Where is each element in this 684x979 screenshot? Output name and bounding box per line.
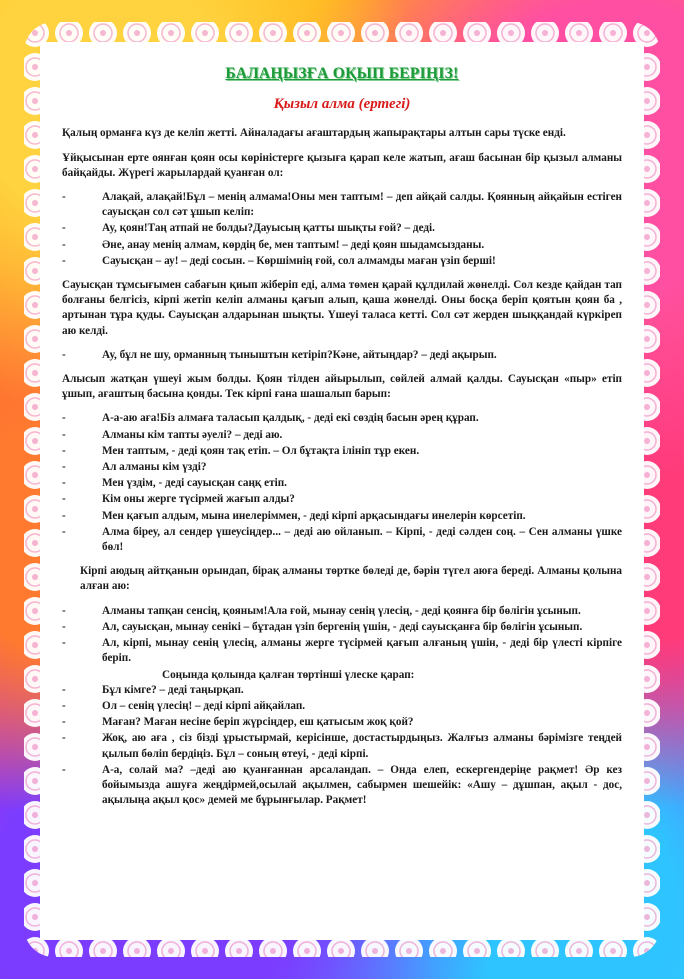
list-item: - Алманы кім тапты әуелі? – деді аю.: [62, 428, 622, 443]
story-subtitle: Қызыл алма (ертегі): [273, 96, 411, 113]
page-title: БАЛАҢЫЗҒА ОҚЫП БЕРІҢІЗ!: [225, 65, 459, 82]
list-item: - Ал алманы кім үзді?: [62, 460, 622, 475]
list-item: - Жоқ, аю аға , сіз бізді ұрыстырмай, керісінше, достастырдыңыз. Жалғыз алманы бәрімізге теңдей қылып бөліп бердіңіз. Бұл – соның өтеуі, - деді кірпі.: [62, 731, 622, 761]
list-item: - Ал, кірпі, мынау сенің үлесің, алманы жерге түсірмей қағып алғаның үшін, - деді бір үлесті кірпіге беріп.: [62, 636, 622, 666]
paragraph-3: Сауысқан тұмсығымен сабағын қиып жіберіп еді, алма төмен қарай құлдилай жөнелді. Сол кезде қайдан тап болғаны белгісіз, кірпі жетіп келіп алманы қағып алып, қаша жөнелді. Оны босқа беріп қоятын қоян ба , артынан тұра қуды. Сауысқан алдарынан шықты. Үшеуі таласа кетті. Сол сәт жерден шыққандай күркіреп аю келді.: [62, 279, 622, 337]
list-item: - Мен таптым, - деді қоян тақ етіп. – Ол бұтақта ілініп тұр екен.: [62, 444, 622, 459]
centered-line: Соңында қолында қалған төртінші үлеске қарап:: [162, 668, 415, 681]
list-item: - Әне, анау менің алмам, көрдің бе, мен таптым! – деді қоян шыдамсызданы.: [62, 238, 622, 253]
paragraph-2: Ұйқысынан ерте оянған қоян осы көріністерге қызыға қарап келе жатып, ағаш басынан бір қызыл алманы байқайды. Жүрегі жарылардай қуанған ол:: [62, 151, 622, 179]
list-item: - Ал, сауысқан, мынау сенікі – бұтадан үзіп бергенің үшін, - деді сауысқанға бір бөлігін ұсынып.: [62, 620, 622, 635]
paragraph-1: Қалың орманға күз де келіп жетті. Айналадағы ағаштардың жапырақтары алтын сары түске енді.: [62, 127, 566, 140]
list-item: - Бұл кімге? – деді таңырқап.: [62, 683, 622, 698]
list-item: - Ол – сенің үлесің! – деді кірпі айқайлап.: [62, 699, 622, 714]
list-item: - Ау, бұл не шу, орманның тыныштын кетіріп?Кәне, айтыңдар? – деді ақырып.: [62, 348, 622, 363]
list-item: - А-а-аю аға!Біз алмаға таласып қалдық, - деді екі сөздің басын әрең құрап.: [62, 411, 622, 426]
list-item: - А-а, солай ма? –деді аю қуанғаннан арсаландап. – Онда елеп, ескергендеріңе рақмет! Әр кез бойымызда ашуға жеңдірмей,осылай ақылмен, сабырмен шешейік: «Ашу – дұшпан, ақыл - дос, ақылыңа ақыл қос» демей ме бұрынғылар. Рақмет!: [62, 763, 622, 809]
list-item: - Мен қағып алдым, мына инелеріммен, - деді кірпі арқасындағы инелерін көрсетіп.: [62, 509, 622, 524]
dialogue-list-3: [62, 411, 622, 555]
story-content: [62, 58, 622, 817]
list-item: - Сауысқан – ау! – деді сосын. – Көршімнің ғой, сол алмамды маған үзіп берші!: [62, 254, 622, 269]
paragraph-5: Кірпі аюдың айтқанын орындап, бірақ алманы төртке бөледі де, бәрін түгел аюға береді. Алманы қолына алған аю:: [80, 565, 622, 593]
dialogue-list-1: [62, 190, 622, 269]
list-item: - Алақай, алақай!Бұл – менің алмама!Оны мен таптым! – деп айқай салды. Қоянның айқайын естіген сауысқан сол сәт ұшып келіп:: [62, 190, 622, 220]
list-item: - Кім оны жерге түсірмей жағып алды?: [62, 492, 622, 507]
dialogue-list-4: [62, 604, 622, 667]
list-item: - Алманы тапқан сенсің, қояным!Ала ғой, мынау сенің үлесің, - деді қоянға бір бөлігін ұсынып.: [62, 604, 622, 619]
dialogue-list-2: [62, 348, 622, 363]
list-item: - Алма біреу, ал сендер үшеусіңдер... – деді аю ойланып. – Кірпі, - деді сәлден соң. – Сен алманы үшке бөл!: [62, 525, 622, 555]
list-item: - Мен үздім, - деді сауысқан саңқ етіп.: [62, 476, 622, 491]
dialogue-list-5: [62, 683, 622, 809]
list-item: - Маған? Маған несіне беріп жүрсіңдер, еш қатысым жоқ қой?: [62, 715, 622, 730]
paragraph-4: Алысып жатқан үшеуі жым болды. Қоян тілден айырылып, сөйлей алмай қалды. Сауысқан «пыр» етіп ұшып, ағаштың басына қонды. Тек кірпі ғана шашалып барып:: [62, 373, 622, 401]
list-item: - Ау, қоян!Таң атпай не болды?Дауысың қатты шықты ғой? – деді.: [62, 221, 622, 236]
